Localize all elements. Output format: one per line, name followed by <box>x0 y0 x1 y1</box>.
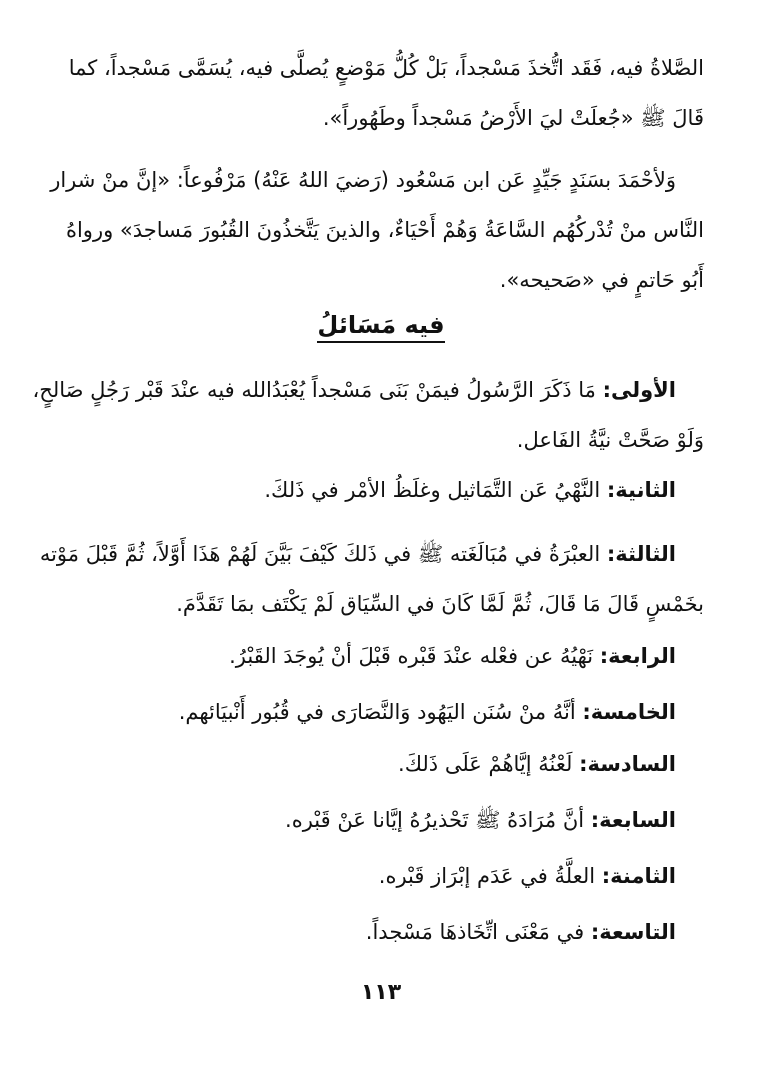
issue-5 <box>72 694 676 730</box>
issue-5-text: أنَّهُ منْ سُنَن اليَهُود وَالنَّصَارَى في قُبُور أَنْبيَائهم. <box>178 700 576 724</box>
issue-4-label: الرابعة: <box>599 644 676 668</box>
section-title-text: فيه مَسَائلُ <box>317 311 444 343</box>
issue-3-label: الثالثة: <box>606 542 676 566</box>
issue-7-label: السابعة: <box>590 808 676 832</box>
issue-6 <box>72 746 676 782</box>
issue-3-line-2: بخَمْسٍ قَالَ مَا قَالَ، ثُمَّ لَمَّا كَانَ في السِّيَاق لَمْ يَكْتَف بمَا تَقَدَّمَ. <box>176 592 704 616</box>
issue-2-text: النَّهْيُ عَن التَّمَاثيل وغلَظُ الأمْر في ذَلكَ. <box>264 478 601 502</box>
issue-1-line-2: وَلَوْ صَحَّتْ نيَّةُ الفَاعل. <box>516 428 704 452</box>
issue-3-text: العبْرَةُ في مُبَالَغَته ﷺ في ذَلكَ كَيْفَ بَيَّنَ لَهُمْ هَذَا أَوَّلاً، ثُمَّ قَبْلَ مَوْته <box>39 542 601 566</box>
intro-line-3: وَلأحْمَدَ بسَنَدٍ جَيِّدٍ عَن ابن مَسْعُود (رَضيَ اللهُ عَنْهُ) مَرْفُوعاً: «إنَّ منْ شرار <box>50 168 676 192</box>
issue-9-label: التاسعة: <box>590 920 676 944</box>
issue-7 <box>72 802 676 838</box>
intro-line-4: النَّاس منْ تُدْركُهُم السَّاعَةُ وَهُمْ أَحْيَاءٌ، والذينَ يَتَّخذُونَ القُبُورَ مَساجدَ» ورواهُ <box>65 218 704 242</box>
issue-6-text: لَعْنُهُ إيَّاهُمْ عَلَى ذَلكَ. <box>398 752 573 776</box>
issue-5-label: الخامسة: <box>582 700 676 724</box>
intro-line-1: الصَّلاةُ فيه، فَقَد اتُّخذَ مَسْجداً، بَلْ كُلُّ مَوْضعٍ يُصلَّى فيه، يُسَمَّى مَسْجداً، كما <box>68 56 704 80</box>
issue-9-text: في مَعْنَى اتِّخَاذهَا مَسْجداً. <box>365 920 585 944</box>
issue-7-text: أنَّ مُرَادَهُ ﷺ تَحْذيرُهُ إيَّانا عَنْ قَبْره. <box>285 808 585 832</box>
page-number: ١١٣ <box>360 980 402 1005</box>
issue-1-line-1 <box>32 372 676 408</box>
issue-2-label: الثانية: <box>606 478 676 502</box>
issue-6-label: السادسة: <box>579 752 676 776</box>
issue-8-text: العلَّةُ في عَدَم إبْرَاز قَبْره. <box>378 864 596 888</box>
issue-3-line-1 <box>39 536 676 572</box>
issue-8-label: الثامنة: <box>601 864 676 888</box>
intro-line-5: أَبُو حَاتمٍ في «صَحيحه». <box>499 268 704 292</box>
intro-line-2: قَالَ ﷺ «جُعلَتْ ليَ الأَرْضُ مَسْجداً وطَهُوراً». <box>322 106 704 130</box>
issue-1-label: الأولى: <box>602 378 676 402</box>
issue-4-text: نَهْيُهُ عن فعْله عنْدَ قَبْره قَبْلَ أنْ يُوجَدَ القَبْرُ. <box>229 644 594 668</box>
issue-1-text: مَا ذَكَرَ الرَّسُولُ فيمَنْ بَنَى مَسْجداً يُعْبَدُالله فيه عنْدَ قَبْر رَجُلٍ صَالحٍ، <box>32 378 596 402</box>
issue-2 <box>72 472 676 508</box>
issue-9 <box>72 914 676 950</box>
issue-8 <box>72 858 676 894</box>
issue-4 <box>72 638 676 674</box>
section-title <box>0 305 762 345</box>
